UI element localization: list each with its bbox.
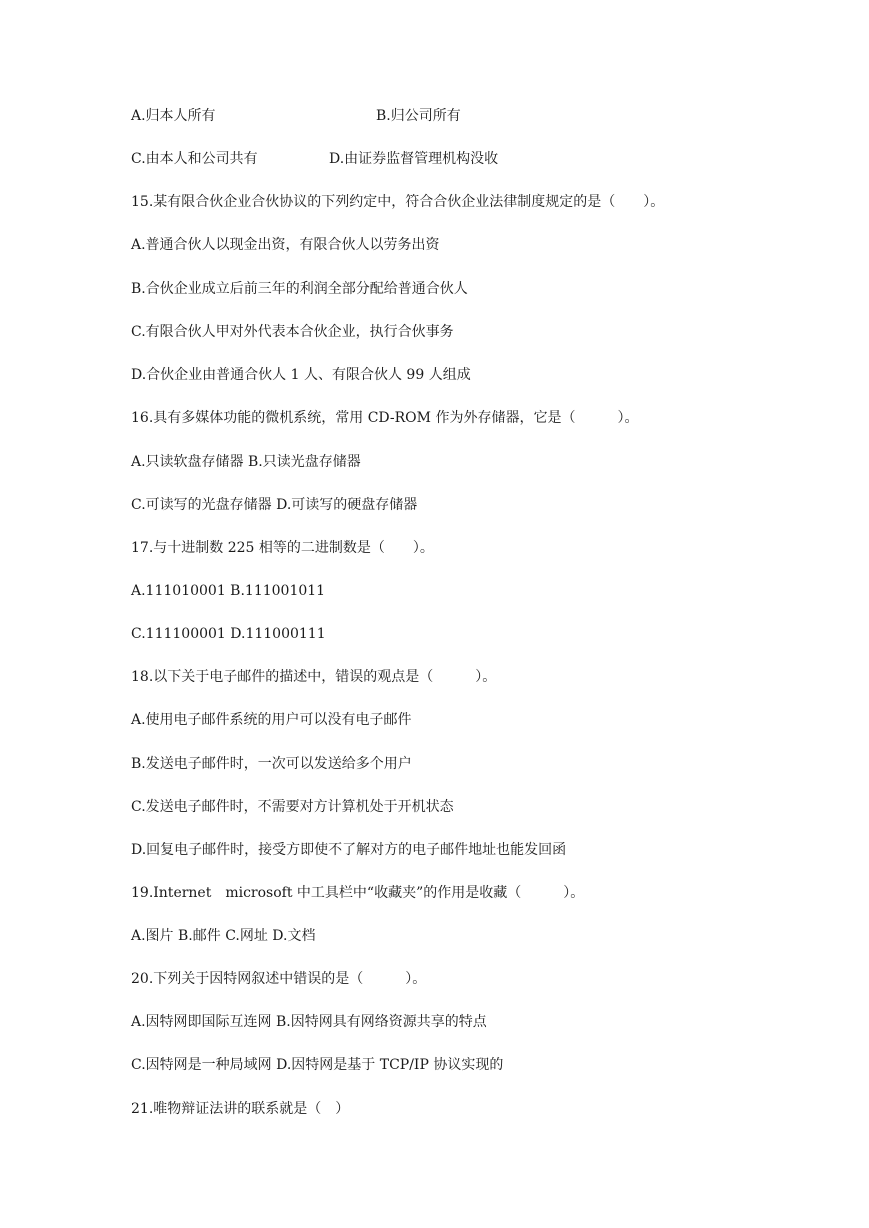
q18-option-d: D.回复电子邮件时，接受方即使不了解对方的电子邮件地址也能发回函 <box>131 842 567 858</box>
q18-option-c: C.发送电子邮件时，不需要对方计算机处于开机状态 <box>131 799 454 815</box>
q14-option-d: D.由证券监督管理机构没收 <box>329 151 499 167</box>
q15-option-d: D.合伙企业由普通合伙人 1 人、有限合伙人 99 人组成 <box>131 367 471 383</box>
q20-options-ab: A.因特网即国际互连网 B.因特网具有网络资源共享的特点 <box>131 1014 487 1030</box>
q20-stem: 20.下列关于因特网叙述中错误的是（ ）。 <box>131 971 427 987</box>
q16-options-cd: C.可读写的光盘存储器 D.可读写的硬盘存储器 <box>131 497 418 513</box>
q17-stem: 17.与十进制数 225 相等的二进制数是（ ）。 <box>131 540 434 556</box>
q14-option-c: C.由本人和公司共有 <box>131 151 258 167</box>
q21-stem: 21.唯物辩证法讲的联系就是（ ） <box>131 1101 350 1117</box>
q19-options: A.图片 B.邮件 C.网址 D.文档 <box>131 928 316 944</box>
q18-option-b: B.发送电子邮件时，一次可以发送给多个用户 <box>131 756 412 772</box>
q15-option-c: C.有限合伙人甲对外代表本合伙企业，执行合伙事务 <box>131 324 454 340</box>
q20-options-cd: C.因特网是一种局域网 D.因特网是基于 TCP/IP 协议实现的 <box>131 1057 504 1073</box>
q16-options-ab: A.只读软盘存储器 B.只读光盘存储器 <box>131 454 361 470</box>
q15-option-b: B.合伙企业成立后前三年的利润全部分配给普通合伙人 <box>131 281 468 297</box>
q15-option-a: A.普通合伙人以现金出资，有限合伙人以劳务出资 <box>131 237 440 253</box>
q14-option-b: B.归公司所有 <box>376 108 461 124</box>
q16-stem: 16.具有多媒体功能的微机系统，常用 CD-ROM 作为外存储器，它是（ ）。 <box>131 410 639 426</box>
q19-stem: 19.Internet microsoft 中工具栏中“收藏夹”的作用是收藏（ ）。 <box>131 885 585 901</box>
q17-options-ab: A.111010001 B.111001011 <box>131 583 326 599</box>
q14-option-a: A.归本人所有 <box>131 108 216 124</box>
q18-option-a: A.使用电子邮件系统的用户可以没有电子邮件 <box>131 712 412 728</box>
q18-stem: 18.以下关于电子邮件的描述中，错误的观点是（ ）。 <box>131 669 497 685</box>
q17-options-cd: C.111100001 D.111000111 <box>131 626 326 642</box>
q15-stem: 15.某有限合伙企业合伙协议的下列约定中，符合合伙企业法律制度规定的是（ ）。 <box>131 194 665 210</box>
